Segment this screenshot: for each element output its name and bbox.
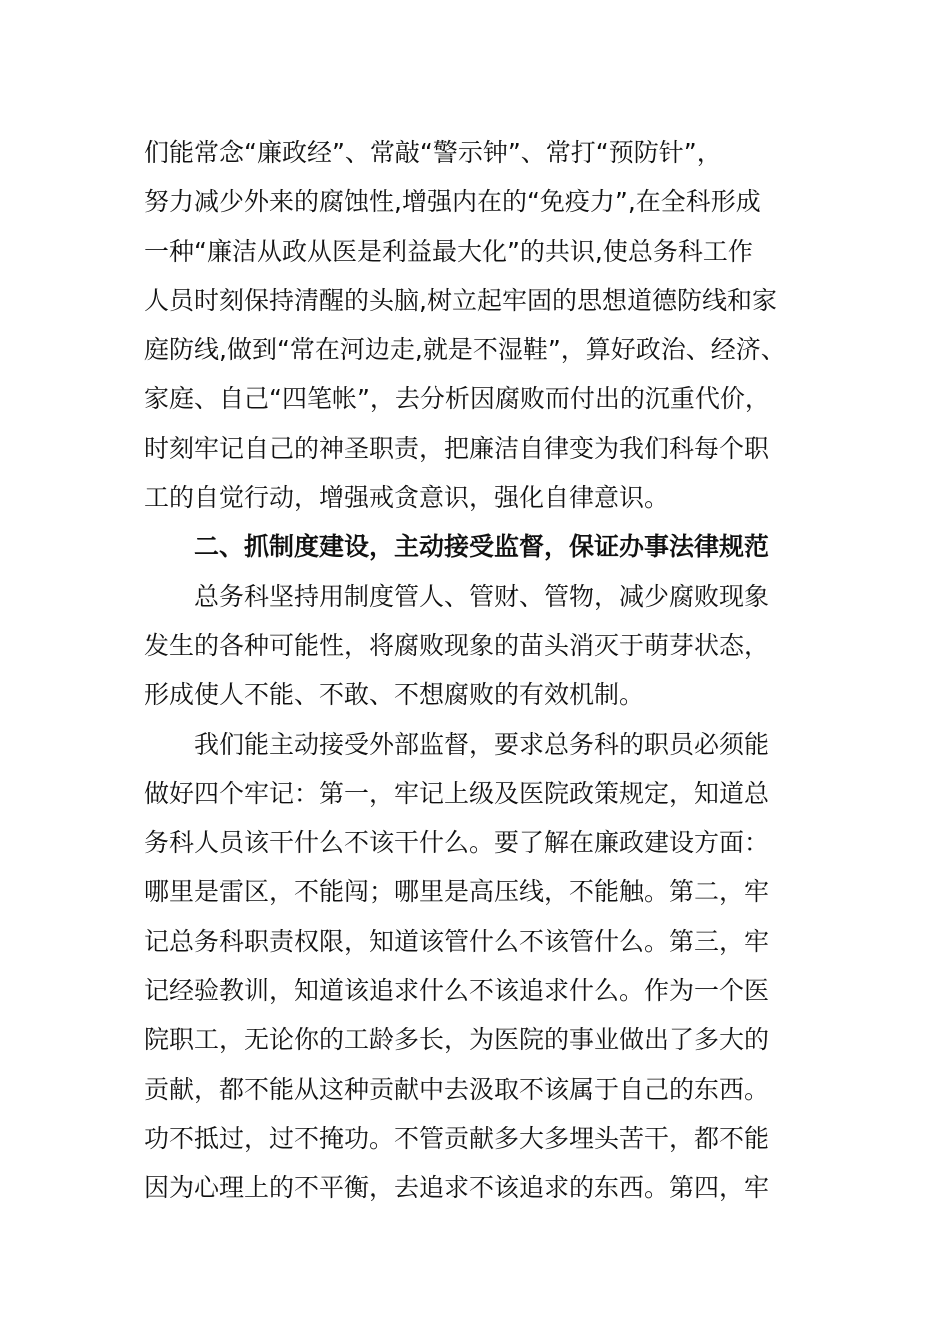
text-line: 哪里是雷区，不能闯；哪里是高压线，不能触。第二，牢 bbox=[144, 877, 770, 907]
text-line: 努力减少外来的腐蚀性,增强内在的“免疫力”,在全科形成 bbox=[144, 187, 761, 217]
text-line: 记总务科职责权限，知道该管什么不该管什么。第三，牢 bbox=[144, 926, 770, 956]
text-line: 们能常念“廉政经”、常敲“警示钟”、常打“预防针”， bbox=[144, 138, 722, 167]
text-line: 院职工，无论你的工龄多长，为医院的事业做出了多大的 bbox=[144, 1025, 770, 1055]
section-heading: 二、抓制度建设，主动接受监督，保证办事法律规范 bbox=[194, 532, 770, 562]
text-line: 时刻牢记自己的神圣职责，把廉洁自律变为我们科每个职 bbox=[144, 433, 770, 463]
paragraph-first-line: 我们能主动接受外部监督，要求总务科的职员必须能 bbox=[194, 729, 770, 759]
text-line: 形成使人不能、不敢、不想腐败的有效机制。 bbox=[144, 680, 645, 710]
text-line: 功不抵过，过不掩功。不管贡献多大多埋头苦干，都不能 bbox=[144, 1123, 770, 1153]
text-line: 发生的各种可能性，将腐败现象的苗头消灭于萌芽状态， bbox=[144, 630, 770, 660]
body-text bbox=[144, 128, 824, 1213]
text-line: 贡献，都不能从这种贡献中去汲取不该属于自己的东西。 bbox=[144, 1074, 770, 1104]
text-line: 因为心理上的不平衡，去追求不该追求的东西。第四，牢 bbox=[144, 1173, 770, 1203]
text-line: 一种“廉洁从政从医是利益最大化”的共识,使总务科工作 bbox=[144, 236, 753, 266]
text-line: 家庭、自己“四笔帐”，去分析因腐败而付出的沉重代价， bbox=[144, 384, 770, 414]
text-line: 做好四个牢记：第一，牢记上级及医院政策规定，知道总 bbox=[144, 778, 770, 808]
text-line: 务科人员该干什么不该干什么。要了解在廉政建设方面： bbox=[144, 828, 770, 858]
text-line: 人员时刻保持清醒的头脑,树立起牢固的思想道德防线和家 bbox=[144, 285, 777, 315]
paragraph-first-line: 总务科坚持用制度管人、管财、管物，减少腐败现象 bbox=[194, 581, 770, 611]
text-line: 庭防线,做到“常在河边走,就是不湿鞋”，算好政治、经济、 bbox=[144, 335, 786, 365]
text-line: 工的自觉行动，增强戒贪意识，强化自律意识。 bbox=[144, 483, 670, 513]
text-line: 记经验教训，知道该追求什么不该追求什么。作为一个医 bbox=[144, 976, 770, 1006]
